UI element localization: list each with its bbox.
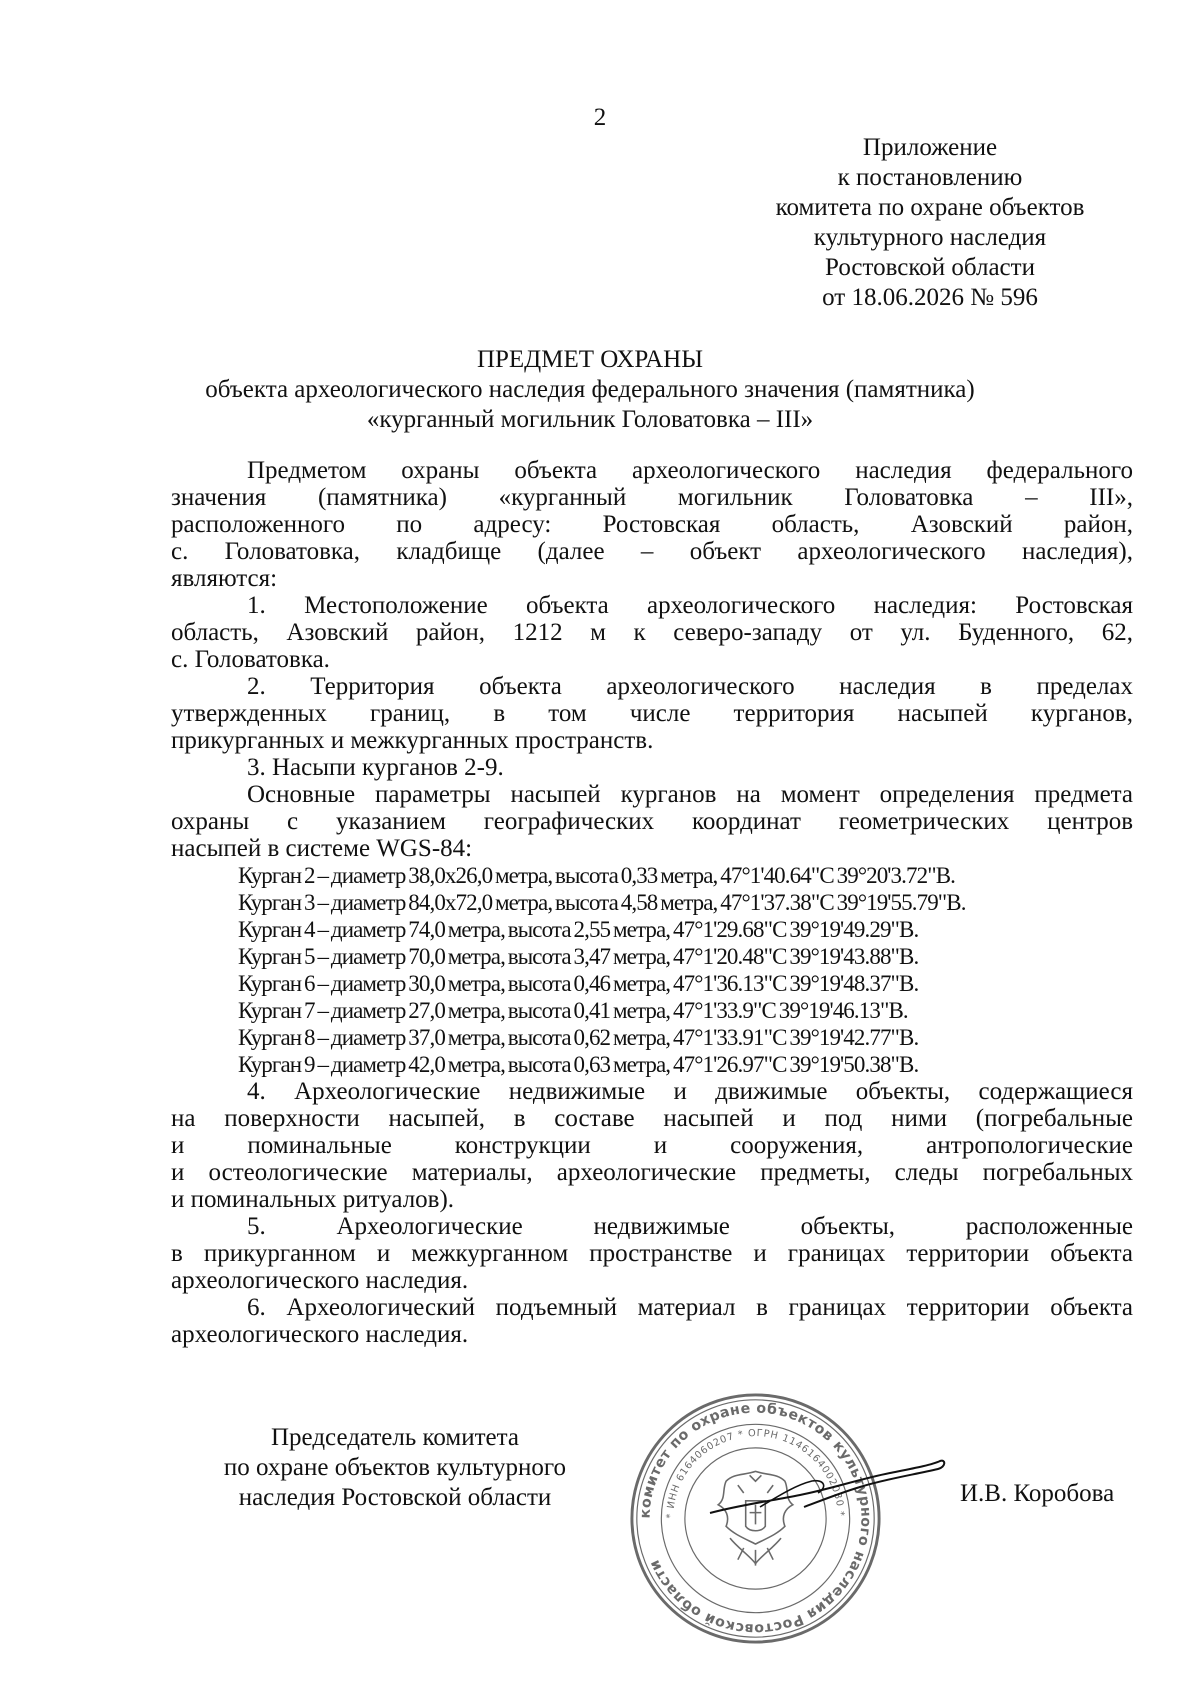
text-line: 1. Местоположение объекта археологического наследия: Ростовская	[247, 592, 1133, 619]
text-line: утвержденных границ, в том числе территория насыпей курганов,	[171, 700, 1133, 727]
text-line: археологического наследия.	[171, 1267, 469, 1294]
list-item: Курган 2 – диаметр 38,0х26,0 метра, высота 0,33 метра, 47°1'40.64"С 39°20'3.72"В.	[238, 863, 955, 888]
text-line: значения (памятника) «курганный могильник Головатовка – III»,	[171, 484, 1133, 511]
text-line: расположенного по адресу: Ростовская область, Азовский район,	[171, 511, 1133, 538]
text-line: являются:	[171, 565, 278, 592]
text-line: археологического наследия.	[171, 1321, 469, 1348]
list-item: Курган 6 – диаметр 30,0 метра, высота 0,46 метра, 47°1'36.13"С 39°19'48.37"В.	[238, 971, 919, 996]
text-line: и поминальных ритуалов).	[171, 1186, 455, 1213]
text-line: область, Азовский район, 1212 м к северо-западу от ул. Буденного, 62,	[171, 619, 1133, 646]
intro-paragraph	[171, 457, 1133, 592]
text-line: с. Головатовка, кладбище (далее – объект археологического наследия),	[171, 538, 1133, 565]
appendix-line: к постановлению	[837, 164, 1023, 191]
appendix-line: Ростовской области	[825, 254, 1035, 281]
list-item: Курган 7 – диаметр 27,0 метра, высота 0,41 метра, 47°1'33.9"С 39°19'46.13"В.	[238, 998, 908, 1023]
item-6-surface-material	[171, 1294, 1133, 1348]
text-line: насыпей в системе WGS-84:	[171, 835, 473, 862]
text-line: 2. Территория объекта археологического наследия в пределах	[247, 673, 1133, 700]
text-line: и поминальные конструкции и сооружения, антропологические	[171, 1132, 1133, 1159]
appendix-line: Приложение	[862, 134, 998, 161]
list-item: Курган 8 – диаметр 37,0 метра, высота 0,62 метра, 47°1'33.91"С 39°19'42.77"В.	[238, 1025, 919, 1050]
text-line: с. Головатовка.	[171, 646, 330, 673]
item-4-objects	[171, 1078, 1133, 1213]
position-line: наследия Ростовской области	[238, 1484, 552, 1511]
text-line: 6. Археологический подъемный материал в границах территории объекта	[247, 1294, 1133, 1321]
list-item: Курган 9 – диаметр 42,0 метра, высота 0,63 метра, 47°1'26.97"С 39°19'50.38"В.	[238, 1052, 919, 1077]
appendix-line: комитета по охране объектов	[775, 194, 1085, 221]
text-line: Предметом охраны объекта археологического наследия федерального	[247, 457, 1133, 484]
title-heading: ПРЕДМЕТ ОХРАНЫ	[476, 346, 704, 373]
seal-outer-text: комитет по охране объектов культурного наследия Ростовской области	[637, 1400, 874, 1637]
title-subtitle: объекта археологического наследия федерального значения (памятника)	[205, 376, 975, 403]
item-5-immovable-objects	[171, 1213, 1133, 1294]
document-title	[160, 345, 1020, 435]
document-body	[171, 457, 1133, 1348]
signatory-name: И.В. Коробова	[960, 1480, 1115, 1507]
page-number: 2	[593, 104, 607, 131]
text-line: и остеологические материалы, археологические предметы, следы погребальных	[171, 1159, 1133, 1186]
item-3-mounds: 3. Насыпи курганов 2-9.	[247, 754, 504, 781]
title-object-name: «курганный могильник Головатовка – III»	[366, 406, 814, 433]
text-line: Основные параметры насыпей курганов на момент определения предмета	[247, 781, 1133, 808]
kurgan-list	[171, 862, 1133, 1078]
handwritten-signature-icon	[700, 1435, 950, 1545]
item-2-territory	[171, 673, 1133, 754]
list-item: Курган 4 – диаметр 74,0 метра, высота 2,55 метра, 47°1'29.68"С 39°19'49.29"В.	[238, 917, 919, 942]
appendix-date-number: от 18.06.2026 № 596	[822, 284, 1038, 311]
list-item: Курган 3 – диаметр 84,0х72,0 метра, высота 4,58 метра, 47°1'37.38"С 39°19'55.79"В.	[238, 890, 966, 915]
position-line: Председатель комитета	[271, 1424, 519, 1451]
item-1-location	[171, 592, 1133, 673]
signatory-position	[185, 1423, 605, 1513]
text-line: охраны с указанием географических координат геометрических центров	[171, 808, 1133, 835]
appendix-header	[740, 133, 1120, 313]
text-line: 5. Археологические недвижимые объекты, расположенные	[247, 1213, 1133, 1240]
seal-inner-text: * ИНН 6164060207 * ОГРН 1146164002030 *	[665, 1428, 846, 1519]
appendix-line: культурного наследия	[813, 224, 1047, 251]
position-line: по охране объектов культурного	[223, 1454, 567, 1481]
text-line: прикурганных и межкурганных пространств.	[171, 727, 654, 754]
text-line: 4. Археологические недвижимые и движимые объекты, содержащиеся	[247, 1078, 1133, 1105]
text-line: в прикурганном и межкурганном пространстве и границах территории объекта	[171, 1240, 1133, 1267]
list-item: Курган 5 – диаметр 70,0 метра, высота 3,47 метра, 47°1'20.48"С 39°19'43.88"В.	[238, 944, 919, 969]
params-paragraph	[171, 781, 1133, 862]
text-line: на поверхности насыпей, в составе насыпей и под ними (погребальные	[171, 1105, 1133, 1132]
